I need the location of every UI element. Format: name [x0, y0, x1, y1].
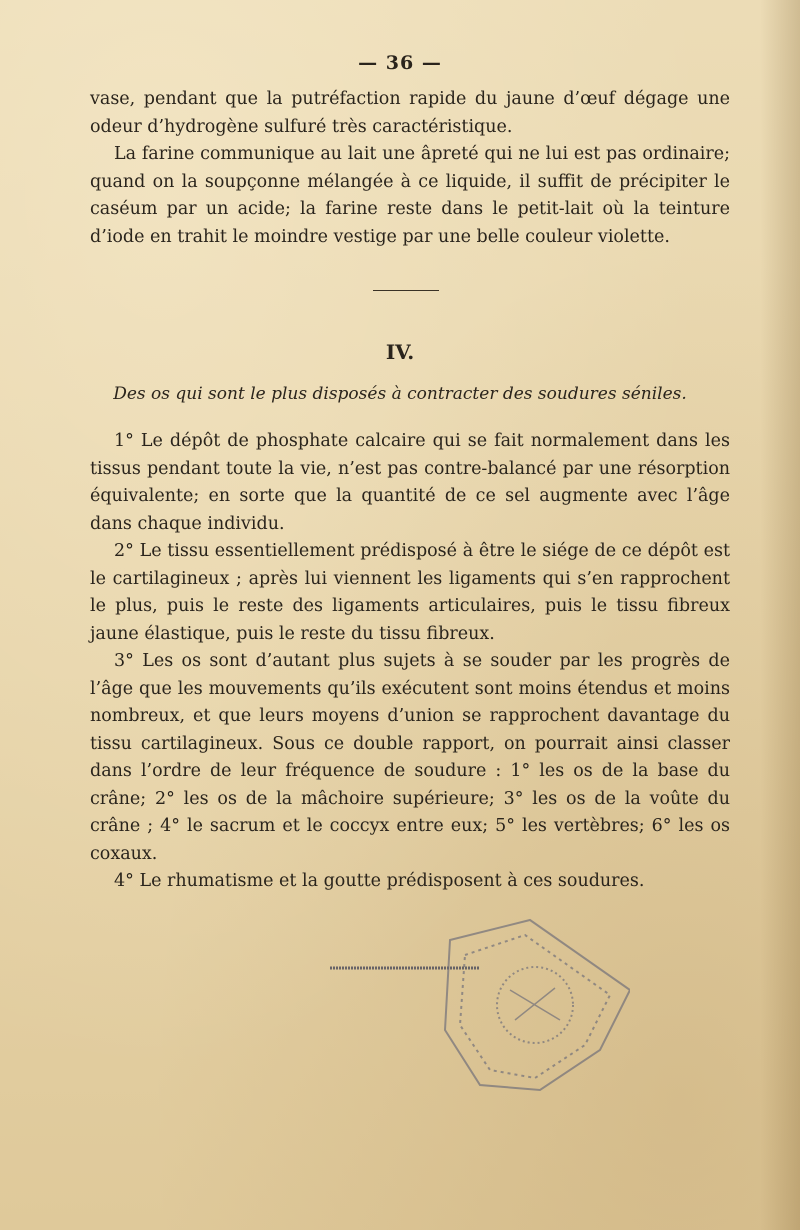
- text-block-main: [90, 428, 730, 896]
- library-stamp: [330, 910, 630, 1110]
- section-title: Des os qui sont le plus disposés à contracter des soudures séniles.: [113, 384, 687, 404]
- section-divider: [373, 290, 439, 291]
- page-edge-shadow: [760, 0, 800, 1230]
- section-number: IV.: [385, 340, 415, 364]
- text-block-top: [90, 86, 730, 251]
- paragraph: 4° Le rhumatisme et la goutte prédisposent à ces soudures.: [114, 871, 645, 891]
- paragraph: 3° Les os sont d’autant plus sujets à se souder par les progrès de l’âge que les mouvements qu’ils exécutent sont moins étendus et moins nombreux, et que leurs moyens d’union se rapprochent davantage du tissu cartilagineux. Sous ce double rapport, on pourrait ainsi classer dans l’ordre de leur fréquence de soudure : 1° les os de la base du crâne; 2° les os de la mâchoire supérieure; 3° les os de la voûte du crâne ; 4° le sacrum et le coccyx entre eux; 5° les vertèbres; 6° les os coxaux.: [90, 651, 730, 864]
- paragraph: vase, pendant que la putréfaction rapide du jaune d’œuf dégage une odeur d’hydrogène sulfuré très caractéristique.: [90, 89, 730, 137]
- stamp-seal: [445, 920, 630, 1090]
- paragraph: 2° Le tissu essentiellement prédisposé à être le siége de ce dépôt est le cartilagineux ; après lui viennent les ligaments qui s’en rapprochent le plus, puis le reste des ligaments articulaires, puis le tissu fibreux jaune élastique, puis le reste du tissu fibreux.: [90, 541, 730, 644]
- paragraph: 1° Le dépôt de phosphate calcaire qui se fait normalement dans les tissus pendant toute la vie, n’est pas contre-balancé par une résorption équivalente; en sorte que la quantité de ce sel augmente avec l’âge dans chaque individu.: [90, 431, 730, 534]
- paragraph: La farine communique au lait une âpreté qui ne lui est pas ordinaire; quand on la soupçonne mélangée à ce liquide, il suffit de précipiter le caséum par un acide; la farine reste dans le petit-lait où la teinture d’iode en trahit le moindre vestige par une belle couleur violette.: [90, 144, 730, 247]
- page-number: — 36 —: [358, 52, 442, 74]
